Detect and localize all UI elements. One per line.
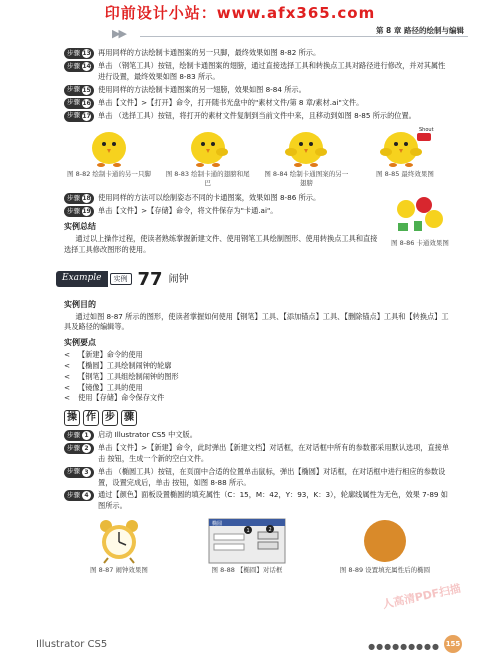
step-text: 通过【颜色】面板设置椭圆的填充属性（C：15，M：42，Y：93，K：3），轮廓线属性为无色，效果 7-89 如图所示。	[98, 490, 448, 511]
step-badge: 步骤 14	[64, 61, 94, 72]
scan-stamp: 人高清PDF扫描	[381, 581, 463, 611]
figure	[320, 518, 450, 576]
list-item: < 【椭圆】工具绘制闹钟的轮廓	[64, 361, 450, 372]
ops-char: 步	[102, 410, 118, 426]
step	[64, 430, 450, 441]
step-badge: 步骤 19	[64, 206, 94, 217]
shout-label: Shout	[418, 126, 434, 133]
step-badge: 步骤 16	[64, 98, 94, 109]
step	[64, 98, 450, 109]
footer-product: Illustrator CS5	[36, 639, 108, 650]
step-badge: 步骤 13	[64, 48, 94, 59]
step-badge: 步骤 1	[64, 430, 94, 441]
step-text: 启动 Illustrator CS5 中文版。	[98, 430, 197, 440]
step	[64, 443, 450, 465]
figure	[64, 128, 154, 190]
figure	[64, 518, 174, 576]
example-cn: 实例	[110, 273, 132, 286]
example-number: 77	[137, 268, 163, 290]
figure	[192, 518, 302, 576]
goal-text: 通过如图 8-87 所示的图形，使读者掌握如何使用【钢笔】工具、【添加锚点】工具、【删除锚点】工具和【转换点】工具及路径的编辑等。	[64, 311, 449, 332]
step-text: 再用同样的方法绘制卡通图案的另一只脚，最终效果如图 8-82 所示。	[98, 48, 321, 57]
step-badge: 步骤 15	[64, 85, 94, 96]
watermark: 印前设计小站：www.afx365.com	[104, 4, 376, 22]
example-title: 闹钟	[168, 273, 189, 285]
points-list	[64, 350, 450, 404]
list-item: < 【新建】命令的使用	[64, 350, 450, 361]
steps-bottom	[64, 430, 450, 512]
figure-caption: 图 8-88 【椭圆】对话框	[211, 566, 283, 575]
side-figure	[390, 193, 450, 249]
step-badge: 步骤 2	[64, 443, 94, 454]
step-text: 使用同样的方法绘制卡通图案的另一翅膀，效果如图 8-84 所示。	[98, 84, 306, 94]
example-tag: Example	[56, 271, 108, 287]
chick-icon	[283, 128, 329, 168]
step	[64, 206, 380, 217]
figure	[261, 128, 351, 190]
footer-dots: ●●●●●●●●●	[368, 642, 440, 651]
operation-steps-heading	[64, 410, 450, 426]
chick-icon	[185, 128, 231, 168]
figure-row-clock	[64, 518, 450, 576]
chick-icon	[86, 128, 132, 168]
ops-char: 操	[64, 410, 80, 426]
page-footer	[0, 635, 480, 655]
step-text: 使用同样的方法可以绘制姿态不同的卡通图案，效果如图 8-86 所示。	[98, 193, 321, 203]
step	[64, 111, 450, 122]
ops-char: 骤	[121, 410, 137, 426]
figure-caption: 图 8-89 设置填充属性后的椭圆	[339, 566, 431, 575]
list-item: < 【钢笔】工具组绘制闹钟的图形	[64, 372, 450, 383]
orange-ellipse-icon	[362, 518, 408, 564]
steps-top	[64, 48, 450, 122]
step	[64, 61, 450, 83]
list-item: < 使用【存储】命令保存文件	[64, 393, 450, 404]
step-text: 单击【文件】>【存储】命令，将文件保存为"卡通.ai"。	[98, 206, 278, 216]
callout-label: 1	[246, 528, 250, 535]
summary-text: 通过以上操作过程，使读者熟练掌握新建文件、使用钢笔工具绘制图形、使用转换点工具和直接选择工具修改图形的使用。	[64, 234, 378, 254]
figure	[163, 128, 253, 190]
step-badge: 步骤 3	[64, 467, 94, 478]
step-text: 单击【文件】>【打开】命令，打开随书光盘中的"素材文件/第 8 章/素材.ai"文件。	[98, 97, 364, 107]
running-header	[0, 24, 480, 40]
step	[64, 490, 450, 512]
step	[64, 193, 380, 204]
cartoon-group-icon	[394, 193, 446, 235]
callout-label: 2	[268, 527, 272, 534]
step-badge: 步骤 17	[64, 111, 94, 122]
figure-row-chicks	[64, 128, 450, 190]
step-text: 单击 （钢笔工具）按钮，绘制卡通图案的翅膀，通过直接选择工具和转换点工具对路径进行修改，并对其属性进行设置，最终效果如图 8-83 所示。	[98, 61, 446, 81]
example-banner	[56, 266, 450, 293]
page-body	[64, 48, 450, 580]
step	[64, 85, 450, 96]
arrow-icon: ▶▶	[112, 27, 125, 40]
step-text: 单击 （椭圆工具）按钮，在页面中合适的位置单击鼠标，弹出【椭圆】对话框，在对话框中进行相应的参数设置，设置完成后，单击 按钮，如图 8-88 所示。	[98, 466, 446, 487]
alarm-clock-icon	[94, 518, 144, 564]
ellipse-dialog-icon	[208, 518, 286, 564]
figure-caption: 图 8-83 绘制卡通的翅膀和尾巴	[165, 169, 250, 188]
dialog-title: 椭圆	[212, 521, 223, 528]
chick-icon	[379, 126, 434, 168]
figure-caption: 图 8-86 卡通效果图	[391, 238, 449, 247]
step-text: 单击【文件】>【新建】命令，此时弹出【新建文档】对话框，在对话框中所有的参数都采用默认选项，直接单击 按钮，生成一个新的空白文件。	[98, 443, 450, 464]
figure	[360, 128, 450, 190]
summary-section	[64, 193, 450, 256]
step-badge: 步骤 4	[64, 490, 94, 501]
figure-caption: 图 8-87 闹钟效果图	[90, 566, 148, 575]
step	[64, 48, 450, 59]
summary-title: 实例总结	[64, 222, 96, 232]
ops-char: 作	[83, 410, 99, 426]
figure-caption: 图 8-82 绘制卡通的另一只脚	[67, 169, 151, 178]
points-title: 实例要点	[64, 338, 96, 348]
chapter-title: 第 8 章 路径的绘制与编辑	[372, 25, 464, 36]
step-badge: 步骤 18	[64, 193, 94, 204]
figure-caption: 图 8-85 最终效果图	[376, 169, 434, 178]
step	[64, 467, 450, 489]
goal-title: 实例目的	[64, 299, 96, 309]
page-number: 155	[444, 635, 462, 653]
step-text: 单击 （选择工具）按钮，将打开的素材文件复制到当前文件中来，且移动到如图 8-85 所示的位置。	[98, 110, 416, 120]
list-item: < 【镜像】工具的使用	[64, 383, 450, 394]
figure-caption: 图 8-84 绘制卡通图案的另一翅膀	[264, 169, 349, 188]
